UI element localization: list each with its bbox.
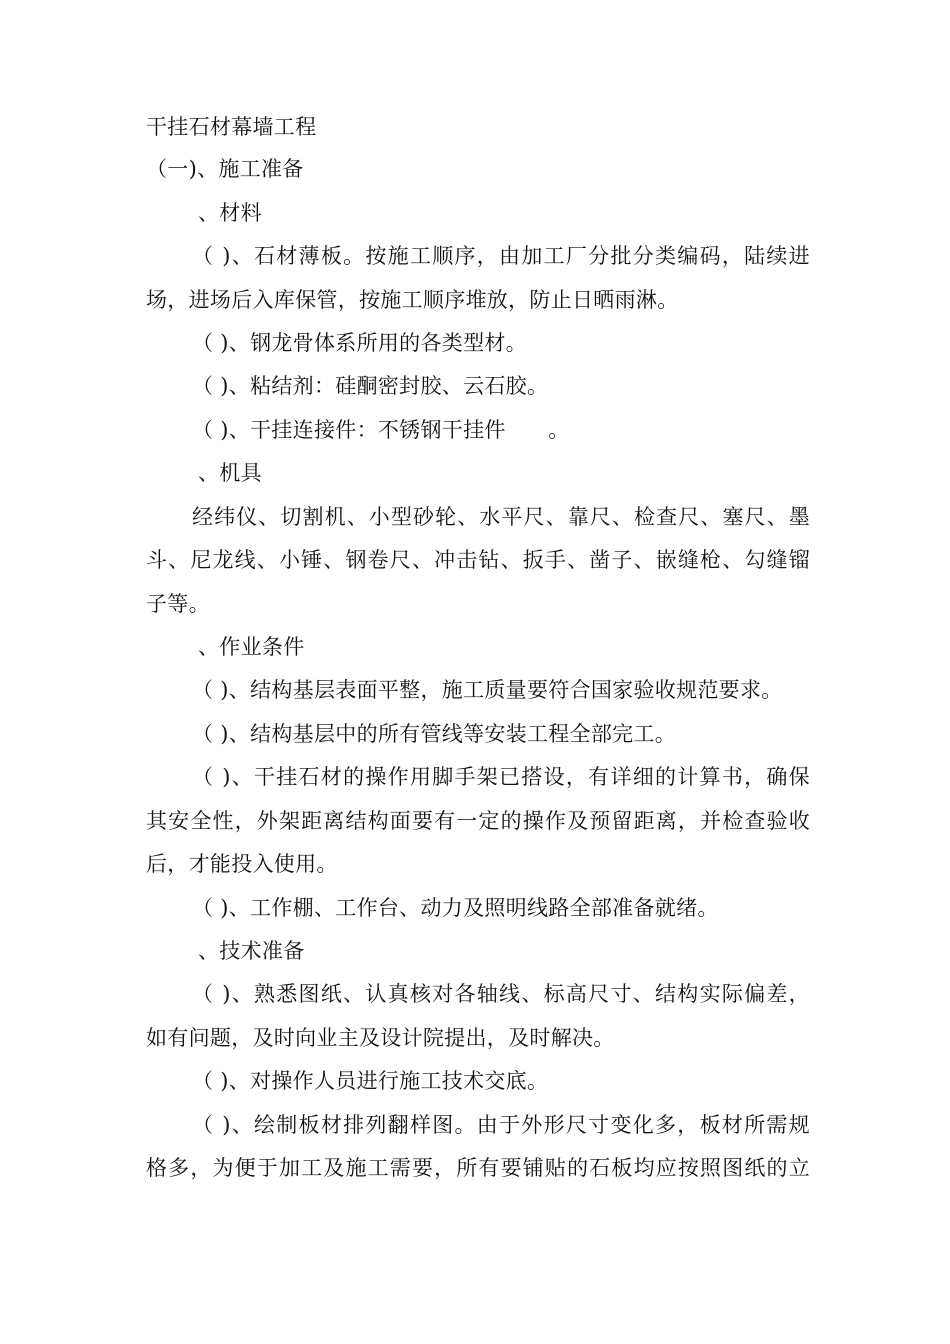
paragraph-line: 后，才能投入使用。 <box>146 852 338 876</box>
paragraph-line: （ )、熟悉图纸、认真核对各轴线、标高尺寸、结构实际偏差， <box>192 982 810 1006</box>
subsection-conditions: 、作业条件 <box>198 635 305 659</box>
paragraph-line: 子等。 <box>146 592 210 616</box>
paragraph-line: （ )、钢龙骨体系所用的各类型材。 <box>192 331 527 355</box>
paragraph-line: （ )、粘结剂：硅酮密封胶、云石胶。 <box>192 374 549 398</box>
paragraph-line: 其安全性，外架距离结构面要有一定的操作及预留距离，并检查验收 <box>146 809 810 833</box>
paragraph-line: （ )、绘制板材排列翻样图。由于外形尺寸变化多，板材所需规 <box>192 1113 810 1137</box>
subsection-materials: 、材料 <box>198 201 262 225</box>
subsection-tech: 、技术准备 <box>198 939 305 963</box>
subsection-tools: 、机具 <box>198 461 262 485</box>
paragraph-line: （ )、工作棚、工作台、动力及照明线路全部准备就绪。 <box>192 896 719 920</box>
document-title: 干挂石材幕墙工程 <box>146 115 317 139</box>
paragraph-line: 经纬仪、切割机、小型砂轮、水平尺、靠尺、检查尺、塞尺、墨 <box>192 505 810 529</box>
paragraph-line: （ )、干挂石材的操作用脚手架已搭设，有详细的计算书，确保 <box>192 765 810 789</box>
paragraph-line: （ )、石材薄板。按施工顺序，由加工厂分批分类编码，陆续进 <box>192 244 810 268</box>
paragraph-line: （ )、结构基层中的所有管线等安装工程全部完工。 <box>192 722 677 746</box>
section-heading: （一)、施工准备 <box>146 157 304 181</box>
paragraph-line: （ )、干挂连接件：不锈钢干挂件 。 <box>192 418 570 442</box>
paragraph-line: 如有问题，及时向业主及设计院提出，及时解决。 <box>146 1026 615 1050</box>
paragraph-line: 格多，为便于加工及施工需要，所有要铺贴的石板均应按照图纸的立 <box>146 1156 810 1180</box>
paragraph-line: （ )、结构基层表面平整，施工质量要符合国家验收规范要求。 <box>192 678 783 702</box>
paragraph-line: 斗、尼龙线、小锤、钢卷尺、冲击钻、扳手、凿子、嵌缝枪、勾缝镏 <box>146 548 810 572</box>
paragraph-line: （ )、对操作人员进行施工技术交底。 <box>192 1069 549 1093</box>
paragraph-line: 场，进场后入库保管，按施工顺序堆放，防止日晒雨淋。 <box>146 288 679 312</box>
